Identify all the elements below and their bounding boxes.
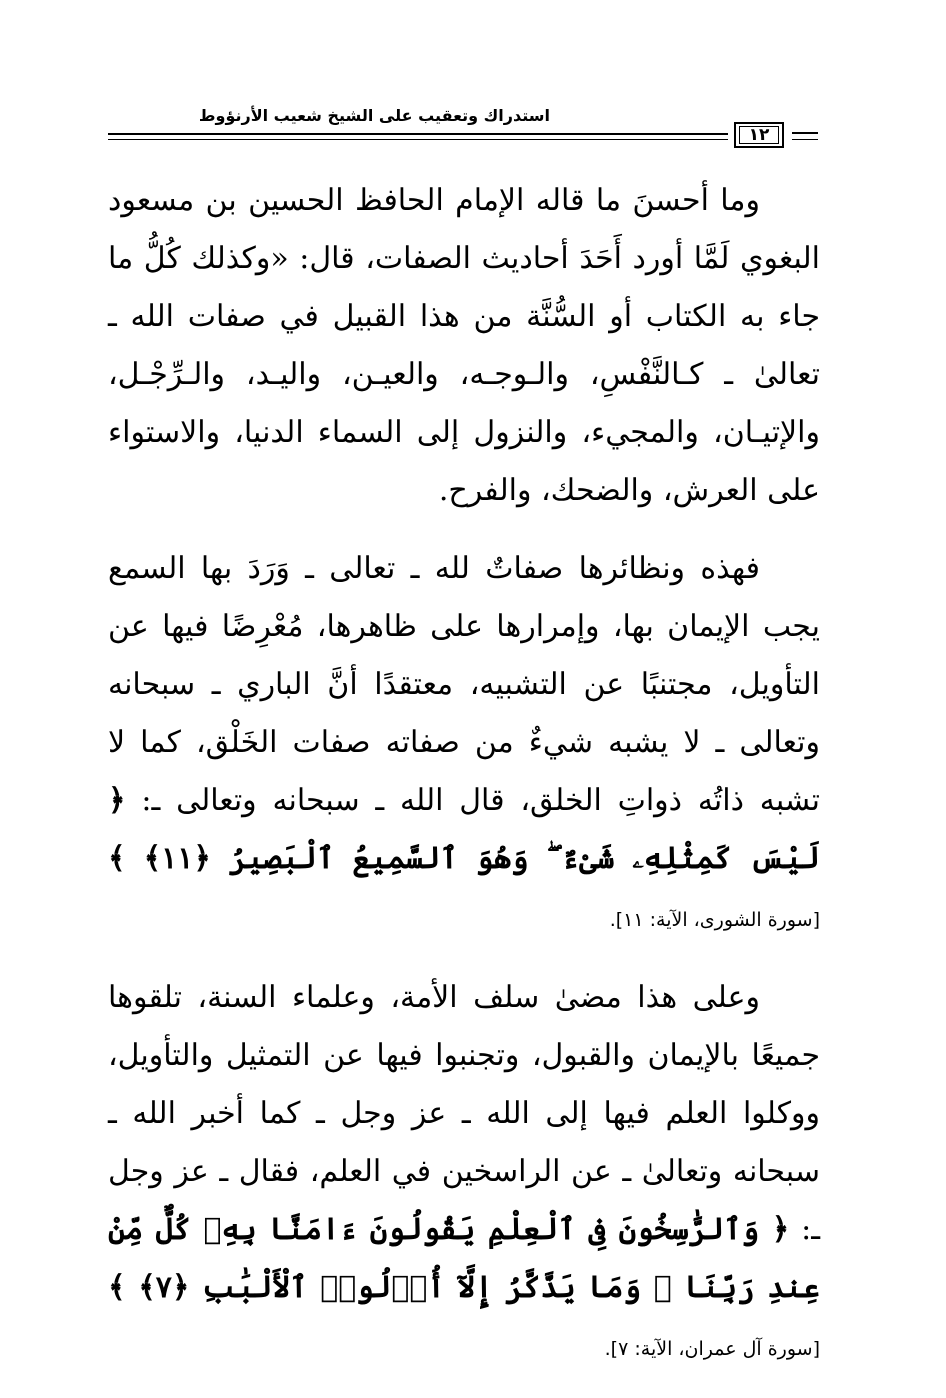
paragraph-text: وما أحسنَ ما قاله الإمام الحافظ الحسين بن مسعود البغوي لَمَّا أورد أَحَدَ أحاديث الصفات، قال: «وكذلك كُلُّ ما جاء به الكتاب أو السُّنَّة من هذا القبيل في صفات الله ـ تعالىٰ ـ كـالنَّفْسِ، والـوجـه، والعيـن، واليـد، والـرِّجْـل، والإتيـان، والمجيء، والنزول إلى السماء الدنيا، والاستواء على العرش، والضحك، والفرح. (108, 183, 820, 508)
paragraph-text: وعلى هذا مضىٰ سلف الأمة، وعلماء السنة، تلقوها جميعًا بالإيمان والقبول، وتجنبوا فيها عن التمثيل والتأويل، ووكلوا العلم فيها إلى الله ـ عز وجل ـ كما أخبر الله ـ سبحانه وتعالىٰ ـ عن الراسخين في العلم، فقال ـ عز وجل ـ: (108, 980, 820, 1247)
quran-verse: ﴿ وَٱلرَّٰسِخُونَ فِى ٱلْعِلْمِ يَقُولُونَ ءَامَنَّا بِهِۦ كُلٌّ مِّنْ عِندِ رَبِّنَا ۗ وَمَا يَذَّكَّرُ إِلَّآ أُو۟لُوا۟ ٱلْأَلْبَٰبِ ﴿٧﴾ ﴾ (108, 1212, 820, 1305)
body-text (108, 172, 820, 1398)
running-title: استدراك وتعقيب على الشيخ شعيب الأرنؤوط (198, 106, 550, 125)
verse-citation: [سورة آل عمران، الآية: ٧]. (604, 1338, 820, 1360)
verse-citation: [سورة الشورى، الآية: ١١]. (609, 909, 820, 931)
paragraph (108, 969, 820, 1378)
paragraph (108, 540, 820, 949)
header-rule-right (792, 132, 818, 134)
quran-verse: ﴿ لَيْسَ كَمِثْلِهِۦ شَىْءٌ ۖ وَهُوَ ٱلسَّمِيعُ ٱلْبَصِيرُ ﴿١١﴾ ﴾ (108, 783, 820, 876)
page-number: ١٢ (734, 122, 784, 148)
paragraph (108, 172, 820, 520)
header-rule-right-thin (792, 139, 818, 140)
header-rule (108, 133, 728, 135)
paragraph-text: فهذه ونظائرها صفاتٌ لله ـ تعالى ـ وَرَدَ بها السمع يجب الإيمان بها، وإمرارها على ظاهرها، مُعْرِضًا فيها عن التأويل، مجتنبًا عن التشبيه، معتقدًا أنَّ الباري ـ سبحانه وتعالى ـ لا يشبه شيءٌ من صفاته صفات الخَلْق، كما لا تشبه ذاتُه ذواتِ الخلق، قال الله ـ سبحانه وتعالى ـ: (108, 551, 820, 818)
header-rule-thin (108, 139, 728, 140)
page-header (108, 102, 818, 160)
